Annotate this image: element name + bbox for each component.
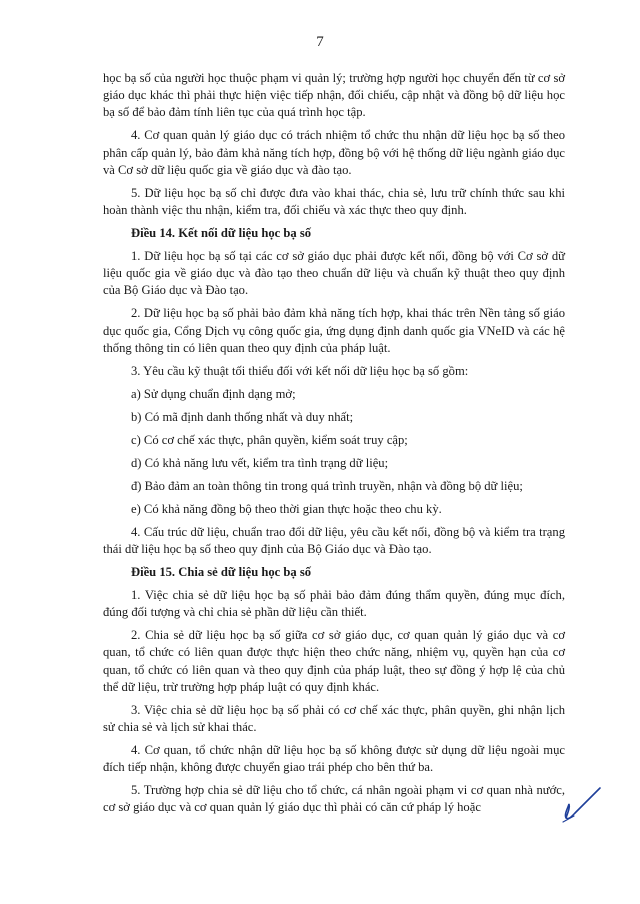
list-item-e: e) Có khả năng đồng bộ theo thời gian thực hoặc theo chu kỳ.	[131, 501, 442, 516]
page-number: 7	[316, 34, 324, 50]
article-15-heading: Điều 15. Chia sẻ dữ liệu học bạ số	[131, 565, 312, 580]
article-14-clause-1: 1. Dữ liệu học bạ số tại các cơ sở giáo dục phải được kết nối, đồng bộ với Cơ sở dữ liệu quốc gia về giáo dục và đào tạo theo chuẩn dữ liệu và chuẩn kỹ thuật theo quy định của Bộ Giáo dục và Đào tạo.	[103, 249, 565, 298]
initial-signature-mark	[560, 778, 604, 826]
article-14-clause-3: 3. Yêu cầu kỹ thuật tối thiểu đối với kết nối dữ liệu học bạ số gồm:	[131, 363, 469, 378]
article-14-clause-4: 4. Cấu trúc dữ liệu, chuẩn trao đổi dữ liệu, yêu cầu kết nối, đồng bộ và kiểm tra trạng thái dữ liệu học bạ số theo quy định của Bộ Giáo dục và Đào tạo.	[103, 524, 565, 557]
list-item-b: b) Có mã định danh thống nhất và duy nhất;	[131, 409, 354, 424]
paragraph-clause-5: 5. Dữ liệu học bạ số chỉ được đưa vào khai thác, chia sẻ, lưu trữ chính thức sau khi hoàn thành việc thu nhận, kiểm tra, đối chiếu và xác thực theo quy định.	[103, 185, 565, 218]
document-body	[103, 70, 565, 822]
paragraph-clause-4: 4. Cơ quan quản lý giáo dục có trách nhiệm tổ chức thu nhận dữ liệu học bạ số theo phân cấp quản lý, bảo đảm khả năng tích hợp, đồng bộ với hệ thống dữ liệu ngành giáo dục và Cơ sở dữ liệu quốc gia về giáo dục và đào tạo.	[103, 128, 565, 177]
article-15-clause-3: 3. Việc chia sẻ dữ liệu học bạ số phải có cơ chế xác thực, phân quyền, ghi nhận lịch sử chia sẻ và lịch sử khai thác.	[103, 702, 565, 735]
article-15-clause-5: 5. Trường hợp chia sẻ dữ liệu cho tổ chức, cá nhân ngoài phạm vi cơ quan nhà nước, cơ sở giáo dục và cơ quan quản lý giáo dục thì phải có căn cứ pháp lý hoặc	[103, 783, 565, 815]
list-item-c: c) Có cơ chế xác thực, phân quyền, kiểm soát truy cập;	[131, 432, 408, 447]
article-15-clause-4: 4. Cơ quan, tổ chức nhận dữ liệu học bạ số không được sử dụng dữ liệu ngoài mục đích tiếp nhận, không được chuyển giao trái phép cho bên thứ ba.	[103, 743, 565, 775]
article-14-clause-2: 2. Dữ liệu học bạ số phải bảo đảm khả năng tích hợp, khai thác trên Nền tảng số giáo dục quốc gia, Cổng Dịch vụ công quốc gia, ứng dụng định danh quốc gia VNeID và các hệ thống thông tin có liên quan theo quy định của pháp luật.	[103, 306, 565, 355]
paragraph-continuation: học bạ số của người học thuộc phạm vi quản lý; trường hợp người học chuyển đến từ cơ sở giáo dục khác thì phải thực hiện việc tiếp nhận, đối chiếu, cập nhật và đồng bộ dữ liệu học bạ số để bảo đảm tính liên tục của quá trình học tập.	[103, 71, 565, 120]
article-15-clause-2: 2. Chia sẻ dữ liệu học bạ số giữa cơ sở giáo dục, cơ quan quản lý giáo dục và cơ quan, tổ chức có liên quan được thực hiện theo chức năng, nhiệm vụ, quyền hạn của cơ quan, tổ chức có liên quan và theo quy định của pháp luật, theo sự đồng ý hợp lệ của chủ thể dữ liệu, trừ trường hợp pháp luật có quy định khác.	[103, 628, 565, 694]
list-item-a: a) Sử dụng chuẩn định dạng mở;	[131, 386, 296, 401]
article-15-clause-1: 1. Việc chia sẻ dữ liệu học bạ số phải bảo đảm đúng thẩm quyền, đúng mục đích, đúng đối tượng và chỉ chia sẻ phần dữ liệu cần thiết.	[103, 588, 565, 620]
list-item-d: d) Có khả năng lưu vết, kiểm tra tình trạng dữ liệu;	[131, 455, 389, 470]
article-14-heading: Điều 14. Kết nối dữ liệu học bạ số	[131, 226, 312, 241]
list-item-dd: đ) Bảo đảm an toàn thông tin trong quá trình truyền, nhận và đồng bộ dữ liệu;	[131, 478, 523, 493]
